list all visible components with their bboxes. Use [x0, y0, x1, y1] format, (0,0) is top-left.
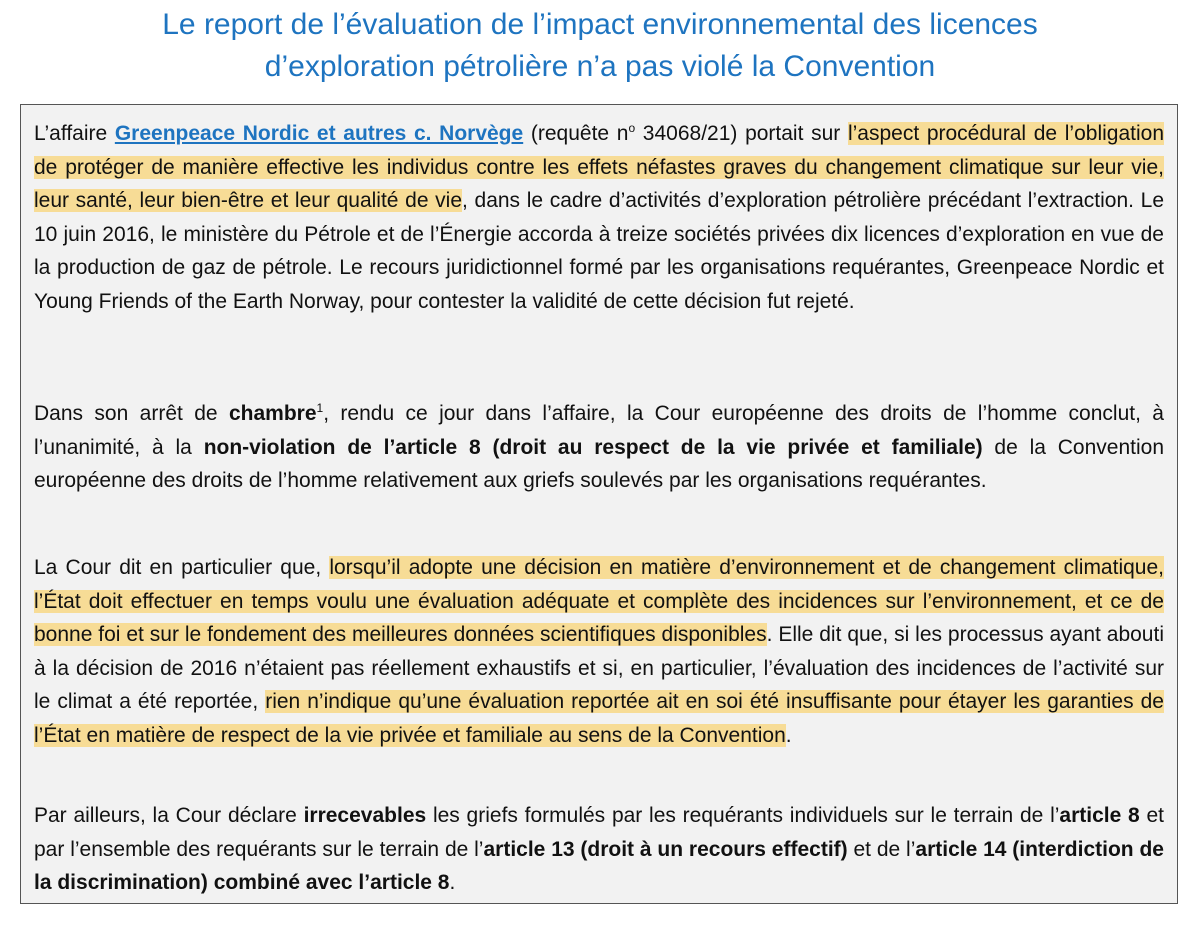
text-run: . — [449, 871, 456, 895]
footnote-marker[interactable]: 1 — [316, 401, 324, 415]
text-run: La Cour dit en particulier que, — [34, 556, 330, 579]
paragraph-judgment — [34, 397, 1164, 498]
text-run: et par l’ensemble des requérants sur le terrain de l’ — [34, 804, 1164, 861]
text-run: de la Convention européenne des droits de l’homme relativement aux griefs soulevés par les organisations requérantes. — [34, 435, 1165, 493]
title-line-2: d’exploration pétrolière n’a pas violé la Convention — [264, 50, 936, 83]
bold-chambre: chambre — [228, 402, 317, 425]
text-run: (requête n — [523, 122, 629, 145]
bold-irrecevables: irrecevables — [303, 804, 427, 827]
summary-box — [20, 104, 1178, 904]
bold-article-8: article 8 — [1059, 804, 1140, 827]
text-run: et de l’ — [847, 837, 916, 861]
highlighted-text: rien n’indique qu’une évaluation reportée ait en soi été insuffisante pour étayer les garanties de l’État en matière de respect de la vie privée et familiale au sens de la Convention — [34, 690, 1164, 747]
bold-non-violation: non-violation de l’article 8 (droit au respect de la vie privée et familiale) — [203, 435, 983, 459]
text-run: Par ailleurs, la Cour déclare — [34, 804, 304, 827]
superscript-o: o — [628, 121, 636, 135]
text-run: 34068/21) portait sur — [635, 122, 848, 145]
bold-article-13: article 13 (droit à un recours effectif) — [483, 837, 848, 861]
text-run: , rendu ce jour dans l’affaire, la Cour européenne des droits de l’homme conclut, à l’unanimité, à la — [34, 402, 1164, 459]
highlighted-text: l’aspect procédural de l’obligation de protéger de manière effective les individus contre les effets néfastes graves du changement climatique sur leur vie, leur santé, leur bien-être et leur qualité de vie — [34, 122, 1164, 213]
text-run: les griefs formulés par les requérants individuels sur le terrain de l’ — [426, 804, 1060, 827]
paragraph-court-reasoning — [34, 551, 1164, 753]
text-run: Dans son arrêt de — [34, 402, 229, 425]
highlighted-text: lorsqu’il adopte une décision en matière d’environnement et de changement climatique, l’État doit effectuer en temps voulu une évaluation adéquate et complète des incidences sur l’environnement, et ce de bonne foi et sur le fondement des meilleures données scientifiques disponibles — [34, 556, 1164, 647]
paragraph-case-summary — [34, 117, 1164, 319]
text-run: . Elle dit que, si les processus ayant abouti à la décision de 2016 n’étaient pas réellement exhaustifs et si, en particulier, l’évaluation des incidences de l’activité sur le climat a été reportée, — [34, 623, 1164, 714]
text-run: , dans le cadre d’activités d’exploration pétrolière précédant l’extraction. Le 10 juin 2016, le ministère du Pétrole et de l’Énergie accorda à treize sociétés privées dix licences d’exploration en vue de la production de gaz de pétrole. Le recours juridictionnel formé par les organisations requérantes, Greenpeace Nordic et Young Friends of the Earth Norway, pour contester la validité de cette décision fut rejeté. — [34, 189, 1164, 313]
text-run: L’affaire — [34, 122, 115, 145]
text-run: . — [785, 723, 792, 747]
page-title — [0, 4, 1200, 88]
bold-article-14: article 14 (interdiction de la discrimination) combiné avec l’article 8 — [34, 837, 1164, 895]
case-link[interactable]: Greenpeace Nordic et autres c. Norvège — [114, 122, 524, 145]
title-line-1: Le report de l’évaluation de l’impact environnemental des licences — [162, 8, 1038, 41]
paragraph-inadmissible — [34, 799, 1164, 900]
